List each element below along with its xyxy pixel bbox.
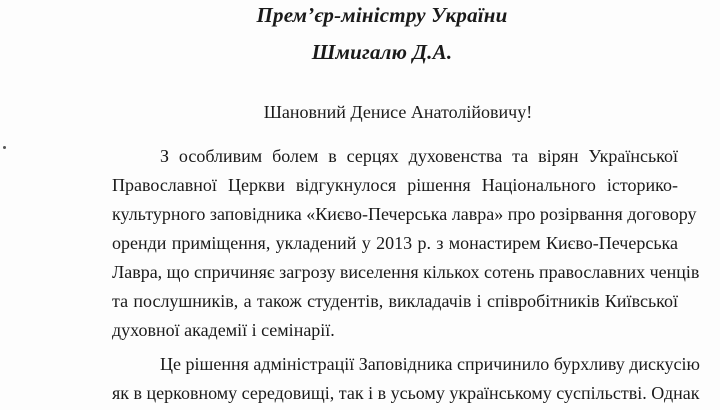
salutation: Шановний Денисе Анатолійовичу!	[263, 102, 533, 122]
paragraph-1-line: духовної академії і семінарії.	[112, 320, 335, 340]
paragraph-1-line: Лавра, що спричиняє загрозу виселення кількох сотень православних ченців	[112, 262, 700, 282]
margin-dot	[3, 146, 6, 149]
addressee-name: Шмигалю Д.А.	[311, 40, 453, 64]
addressee-title: Прем’єр-міністру України	[256, 3, 508, 27]
paragraph-1-line: оренди приміщення, укладений у 2013 р. з монастирем Києво-Печерська	[112, 233, 678, 253]
paragraph-2-line: як в церковному середовищі, так і в усьому українському суспільстві. Однак	[112, 383, 700, 403]
paragraph-2	[112, 350, 700, 408]
paragraph-1-line: культурного заповідника «Києво-Печерська лавра» про розірвання договору	[112, 204, 697, 224]
paragraph-2-line: Це рішення адміністрації Заповідника спричинило бурхливу дискусію	[160, 354, 700, 374]
paragraph-1-line: та послушників, а також студентів, викладачів і співробітників Київської	[112, 291, 678, 311]
paragraph-1-line: З особливим болем в серцях духовенства та вірян Української	[160, 146, 678, 166]
paragraph-1-line: Православної Церкви відгукнулося рішення Національного історико-	[112, 175, 678, 195]
paragraph-1	[112, 142, 700, 345]
